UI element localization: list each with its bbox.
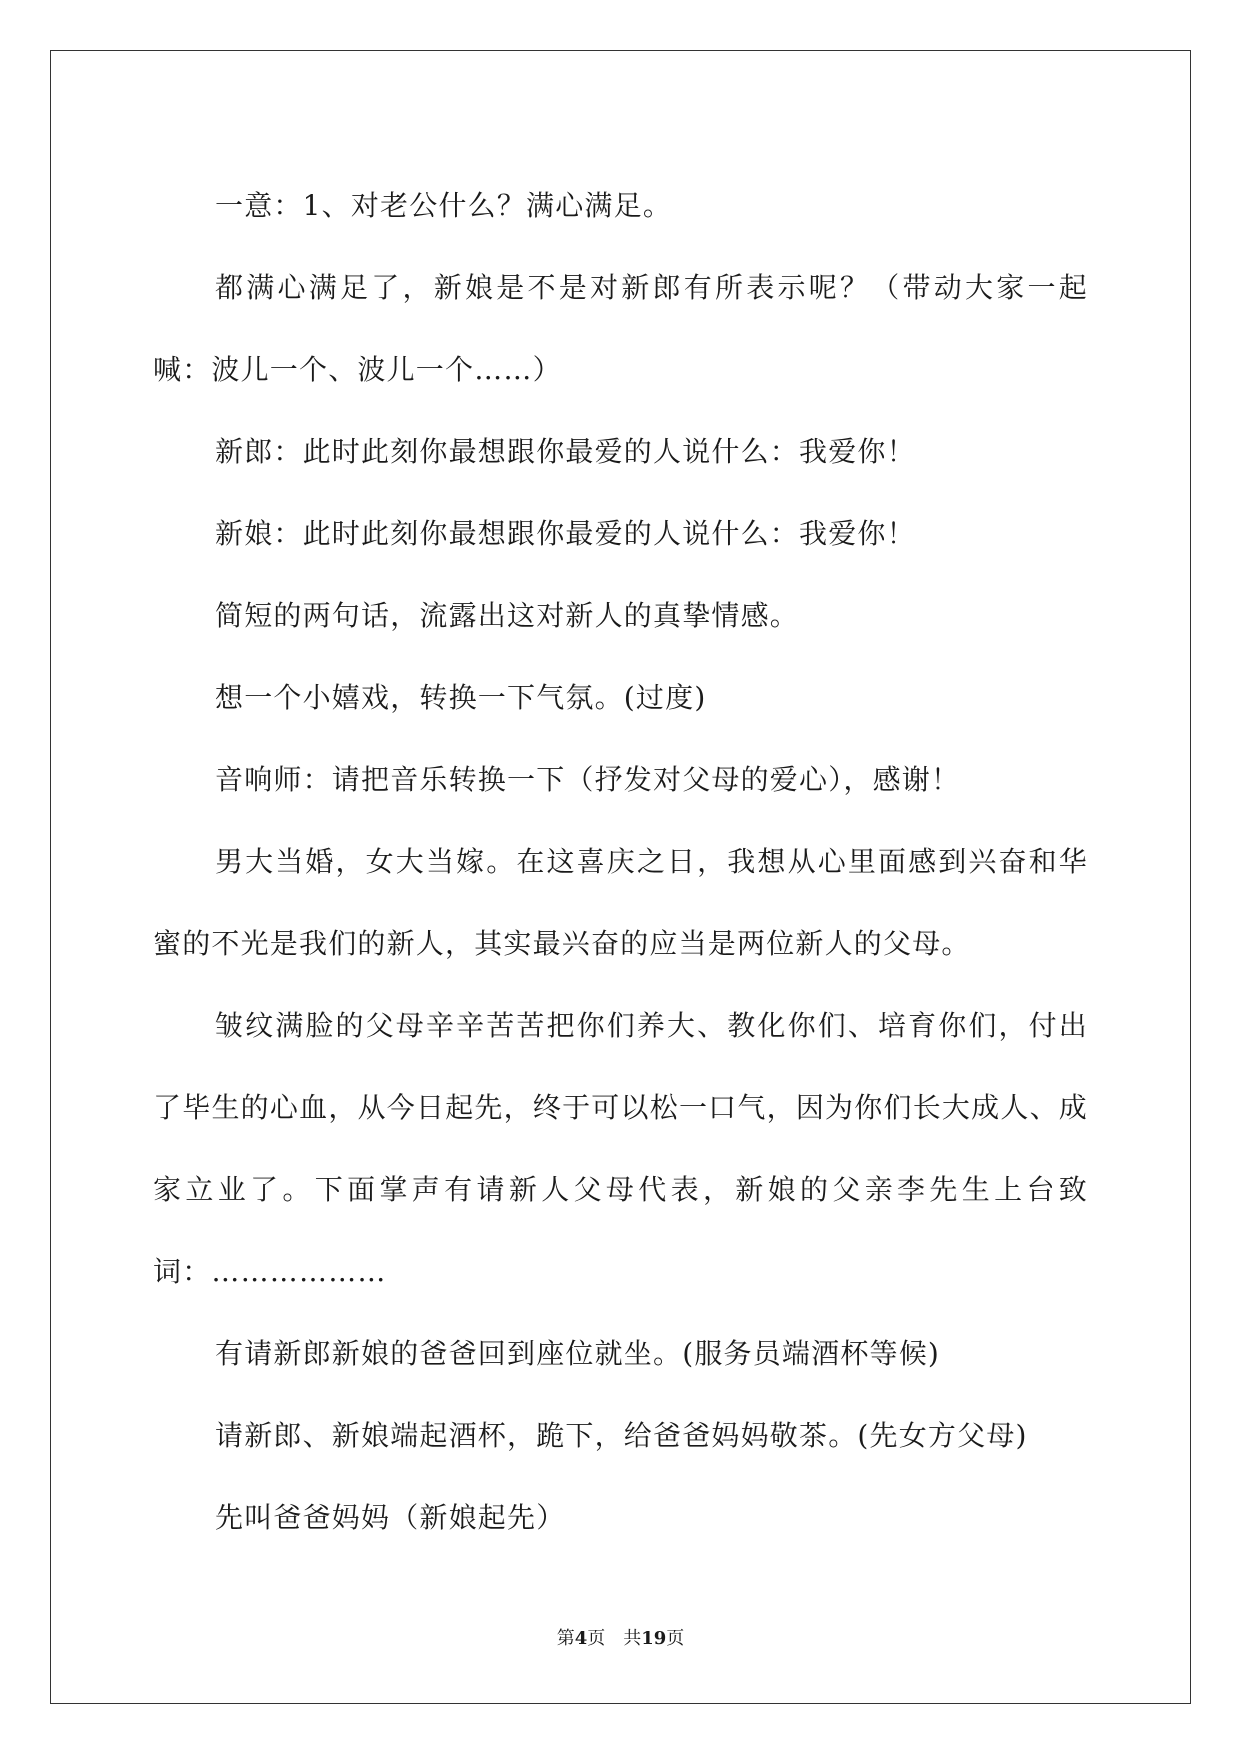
- paragraph-3: 新郎：此时此刻你最想跟你最爱的人说什么：我爱你！: [215, 435, 916, 468]
- document-body: [153, 165, 1088, 1559]
- paragraph-12: 先叫爸爸妈妈（新娘起先）: [215, 1501, 566, 1534]
- paragraph-9: 皱纹满脸的父母辛辛苦苦把你们养大、教化你们、培育你们，付出了毕生的心血，从今日起先，终于可以松一口气，因为你们长大成人、成家立业了。下面掌声有请新人父母代表，新娘的父亲李先生上台致词：………………: [153, 1009, 1088, 1288]
- paragraph-2: 都满心满足了，新娘是不是对新郎有所表示呢？（带动大家一起喊：波儿一个、波儿一个……）: [153, 271, 1088, 386]
- page-suffix: 页: [587, 1628, 606, 1649]
- paragraph-5: 简短的两句话，流露出这对新人的真挚情感。: [215, 599, 800, 632]
- paragraph-7: 音响师：请把音乐转换一下（抒发对父母的爱心），感谢！: [215, 763, 961, 796]
- paragraph-10: 有请新郎新娘的爸爸回到座位就坐。(服务员端酒杯等候): [215, 1337, 941, 1370]
- page-footer: [0, 1627, 1241, 1651]
- paragraph-4: 新娘：此时此刻你最想跟你最爱的人说什么：我爱你！: [215, 517, 916, 550]
- paragraph-1: 一意：1、对老公什么？满心满足。: [215, 189, 673, 222]
- paragraph-8: 男大当婚，女大当嫁。在这喜庆之日，我想从心里面感到兴奋和华蜜的不光是我们的新人，其实最兴奋的应当是两位新人的父母。: [153, 845, 1088, 960]
- page-prefix: 第: [556, 1628, 575, 1649]
- paragraph-11: 请新郎、新娘端起酒杯，跪下，给爸爸妈妈敬茶。(先女方父母): [215, 1419, 1028, 1452]
- total-prefix: 共: [623, 1628, 642, 1649]
- total-suffix: 页: [666, 1628, 685, 1649]
- paragraph-6: 想一个小嬉戏，转换一下气氛。(过度): [215, 681, 707, 714]
- total-pages: 19: [641, 1628, 667, 1649]
- page-number: 4: [574, 1628, 588, 1649]
